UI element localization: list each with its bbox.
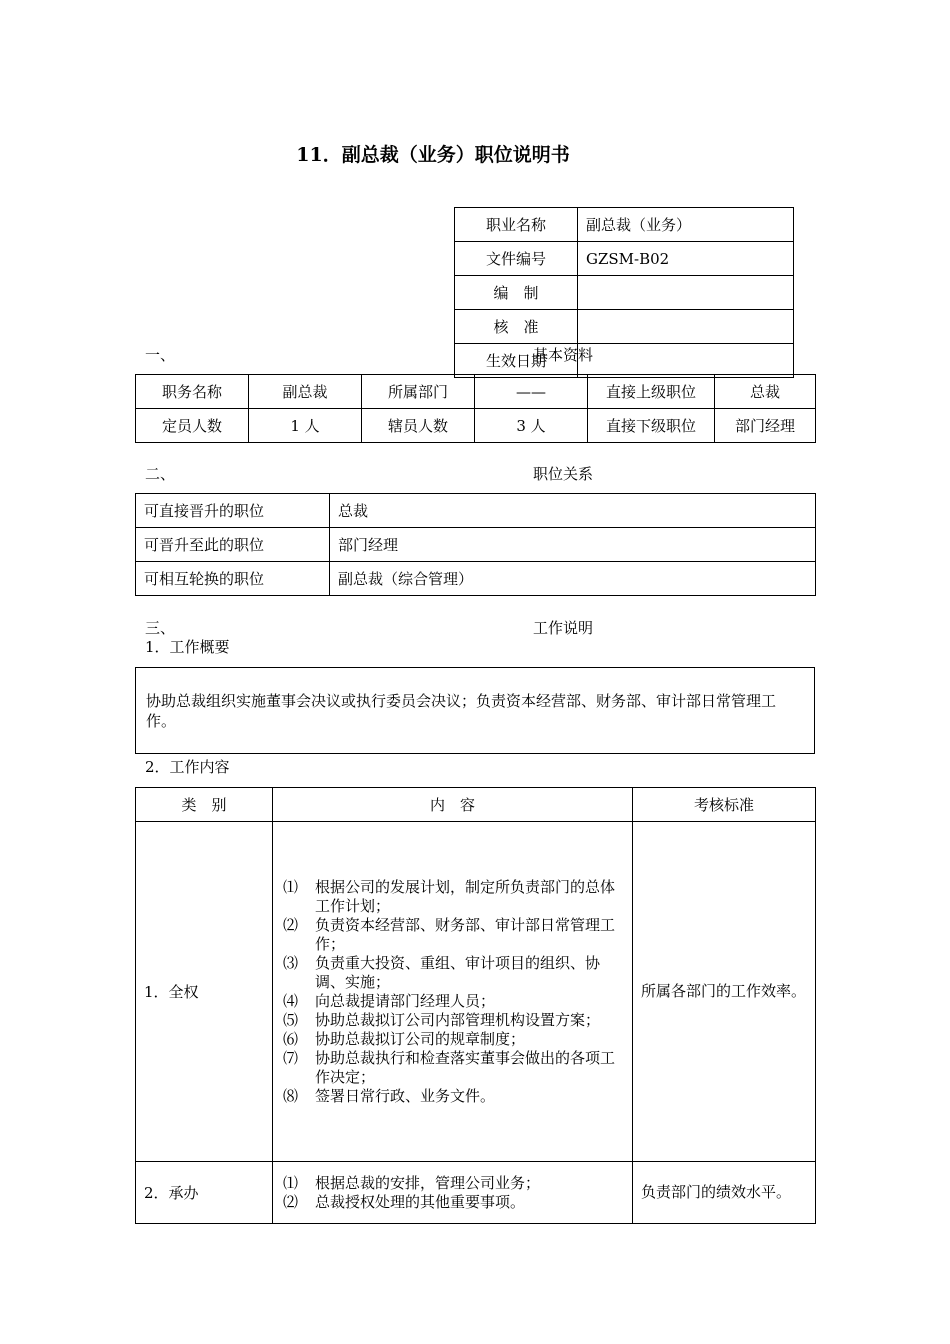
- item-text: 协助总裁拟订公司内部管理机构设置方案；: [315, 1010, 601, 1029]
- relation-label: 可直接晋升的职位: [136, 494, 330, 528]
- basic-cell: 定员人数: [136, 409, 249, 443]
- item-number: ⑷: [283, 991, 299, 1010]
- meta-value: 副总裁（业务）: [578, 208, 794, 242]
- meta-label: 核 准: [455, 310, 578, 344]
- relation-row: [136, 494, 816, 528]
- section-title: 基本资料: [533, 346, 594, 364]
- list-item: [283, 878, 624, 916]
- item-number: ⑵: [283, 915, 299, 934]
- relation-row: [136, 562, 816, 596]
- column-header: 类 别: [136, 788, 273, 822]
- relation-value: 部门经理: [330, 528, 816, 562]
- list-item: [283, 1193, 624, 1212]
- meta-value: [578, 276, 794, 310]
- basic-info-table: [135, 374, 816, 443]
- basic-cell: 直接下级职位: [588, 409, 715, 443]
- relation-label: 可相互轮换的职位: [136, 562, 330, 596]
- relation-value: 总裁: [330, 494, 816, 528]
- item-text: 负责重大投资、重组、审计项目的组织、协调、实施；: [315, 953, 601, 991]
- basic-cell: 直接上级职位: [588, 375, 715, 409]
- section-number: 三、: [145, 619, 176, 637]
- content-cell: [273, 1162, 633, 1224]
- basic-cell: 3 人: [475, 409, 588, 443]
- list-item: [283, 1011, 624, 1030]
- section-title: 工作说明: [533, 619, 594, 637]
- item-number: ⑺: [283, 1048, 299, 1067]
- basic-cell: 辖员人数: [362, 409, 475, 443]
- section-title: 职位关系: [533, 465, 594, 483]
- column-header: 内 容: [273, 788, 633, 822]
- item-text: 协助总裁拟订公司的规章制度；: [315, 1029, 526, 1048]
- item-text: 签署日常行政、业务文件。: [315, 1086, 496, 1105]
- item-text: 向总裁提请部门经理人员；: [315, 991, 496, 1010]
- meta-label: 编 制: [455, 276, 578, 310]
- item-number: ⑹: [283, 1029, 299, 1048]
- summary-row: [136, 668, 815, 754]
- item-text: 负责资本经营部、财务部、审计部日常管理工作；: [315, 915, 616, 953]
- basic-cell: 所属部门: [362, 375, 475, 409]
- list-item: [283, 954, 624, 992]
- meta-row: [455, 276, 794, 310]
- basic-row: [136, 409, 816, 443]
- list-item: [283, 916, 624, 954]
- item-text: 根据公司的发展计划，制定所负责部门的总体工作计划；: [315, 877, 616, 915]
- column-header: 考核标准: [633, 788, 816, 822]
- item-number: ⑸: [283, 1010, 299, 1029]
- item-number: ⑶: [283, 953, 299, 972]
- subsection-heading: 2．工作内容: [145, 758, 230, 776]
- item-text: 总裁授权处理的其他重要事项。: [315, 1192, 526, 1211]
- content-cell: [273, 822, 633, 1162]
- item-number: ⑴: [283, 877, 299, 896]
- meta-row: [455, 310, 794, 344]
- meta-label: 生效日期: [455, 344, 578, 378]
- basic-cell: 职务名称: [136, 375, 249, 409]
- meta-row: [455, 344, 794, 378]
- item-number: ⑵: [283, 1192, 299, 1211]
- relation-label: 可晋升至此的职位: [136, 528, 330, 562]
- meta-label: 职业名称: [455, 208, 578, 242]
- item-number: ⑻: [283, 1086, 299, 1105]
- content-list: [283, 878, 624, 1106]
- item-text: 协助总裁执行和检查落实董事会做出的各项工作决定；: [315, 1048, 616, 1086]
- relations-table: [135, 493, 816, 596]
- table-row: [136, 822, 816, 1162]
- standard-cell: 所属各部门的工作效率。: [633, 822, 816, 1162]
- content-list: [283, 1174, 624, 1212]
- document-meta-table: [454, 207, 794, 378]
- basic-cell: ——: [475, 375, 588, 409]
- relation-row: [136, 528, 816, 562]
- table-row: [136, 1162, 816, 1224]
- meta-row: [455, 242, 794, 276]
- basic-row: [136, 375, 816, 409]
- list-item: [283, 1174, 624, 1193]
- list-item: [283, 992, 624, 1011]
- basic-cell: 副总裁: [249, 375, 362, 409]
- item-text: 根据总裁的安排，管理公司业务；: [315, 1173, 541, 1192]
- basic-cell: 1 人: [249, 409, 362, 443]
- relation-value: 副总裁（综合管理）: [330, 562, 816, 596]
- list-item: [283, 1030, 624, 1049]
- list-item: [283, 1087, 624, 1106]
- item-number: ⑴: [283, 1173, 299, 1192]
- basic-cell: 部门经理: [715, 409, 816, 443]
- standard-cell: 负责部门的绩效水平。: [633, 1162, 816, 1224]
- work-content-table: [135, 787, 816, 1224]
- meta-value: [578, 344, 794, 378]
- meta-value: [578, 310, 794, 344]
- section-number: 二、: [145, 465, 176, 483]
- basic-cell: 总裁: [715, 375, 816, 409]
- work-summary-box: [135, 667, 815, 754]
- list-item: [283, 1049, 624, 1087]
- category-cell: 1．全权: [136, 822, 273, 1162]
- subsection-heading: 1．工作概要: [145, 638, 230, 656]
- summary-text: 协助总裁组织实施董事会决议或执行委员会决议；负责资本经营部、财务部、审计部日常管理工作。: [136, 668, 815, 754]
- meta-row: [455, 208, 794, 242]
- document-title: 11．副总裁（业务）职位说明书: [296, 144, 570, 166]
- meta-value: GZSM-B02: [578, 242, 794, 276]
- section-number: 一、: [145, 346, 176, 364]
- meta-label: 文件编号: [455, 242, 578, 276]
- category-cell: 2．承办: [136, 1162, 273, 1224]
- table-header-row: [136, 788, 816, 822]
